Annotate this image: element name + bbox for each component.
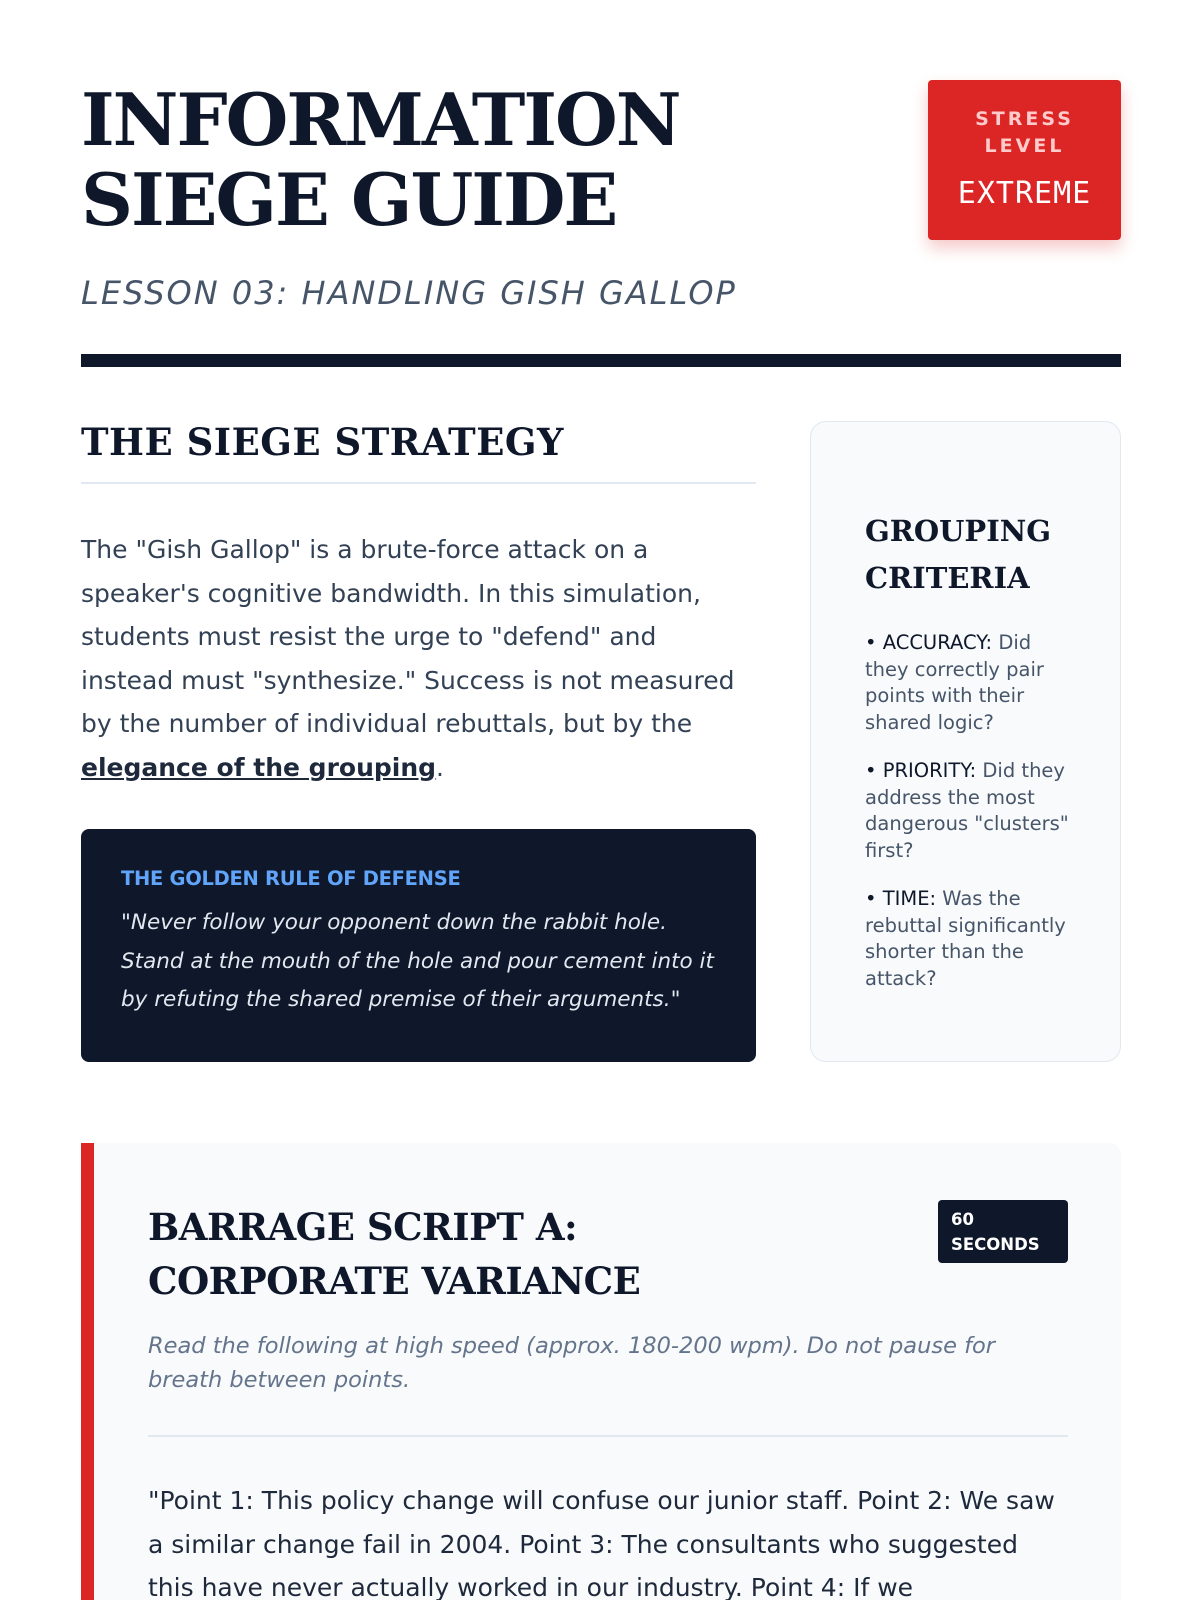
section-heading: THE SIEGE STRATEGY <box>81 420 756 484</box>
strategy-paragraph <box>81 528 756 789</box>
criteria-key: PRIORITY: <box>882 759 977 782</box>
criteria-key: TIME: <box>882 887 937 910</box>
criteria-item: • TIME: Was the rebuttal significantly shorter than the attack? <box>865 887 1066 990</box>
time-limit-badge: 60 SECONDS <box>938 1200 1068 1263</box>
barrage-script-section <box>81 1143 1121 1600</box>
criteria-text: Was the rebuttal significantly shorter than the attack? <box>865 887 1066 990</box>
barrage-header <box>148 1200 1068 1308</box>
lesson-subtitle: LESSON 03: HANDLING GISH GALLOP <box>81 274 737 312</box>
page-header <box>81 77 1121 312</box>
criteria-item: • PRIORITY: Did they address the most dangerous "clusters" first? <box>865 759 1069 862</box>
strategy-emphasis: elegance of the grouping <box>81 752 437 782</box>
barrage-instructions: Read the following at high speed (approx. 180-200 wpm). Do not pause for breath between points. <box>148 1330 1068 1437</box>
criteria-text: Did they correctly pair points with their shared logic? <box>865 631 1044 734</box>
barrage-title: BARRAGE SCRIPT A: CORPORATE VARIANCE <box>148 1205 641 1303</box>
golden-rule-callout <box>81 829 756 1062</box>
strategy-text: The "Gish Gallop" is a brute-force attack on a speaker's cognitive bandwidth. In this simulation, students must resist the urge to "defend" and instead must "synthesize." Success is not measured by the number of individual rebuttals, but by the <box>81 535 735 738</box>
stress-level-label: STRESS LEVEL <box>975 108 1074 157</box>
stress-level-badge <box>928 80 1121 240</box>
criteria-item: • ACCURACY: Did they correctly pair points with their shared logic? <box>865 631 1044 734</box>
golden-rule-quote: "Never follow your opponent down the rabbit hole. Stand at the mouth of the hole and pour cement into it by refuting the shared premise of their arguments." <box>121 910 714 1012</box>
grouping-criteria-card <box>810 421 1121 1062</box>
stress-level-value: EXTREME <box>957 176 1092 211</box>
criteria-key: ACCURACY: <box>882 631 993 654</box>
criteria-text: Did they address the most dangerous "clusters" first? <box>865 759 1069 862</box>
golden-rule-label: THE GOLDEN RULE OF DEFENSE <box>121 867 461 890</box>
page-title: INFORMATION SIEGE GUIDE <box>81 77 680 242</box>
criteria-title: GROUPING CRITERIA <box>865 514 1052 595</box>
barrage-script-text: "Point 1: This policy change will confuse our junior staff. Point 2: We saw a similar change fail in 2004. Point 3: The consultants who suggested this have never actually worked in our industry. Point 4: If we <box>148 1486 1055 1600</box>
criteria-list <box>865 630 1080 992</box>
strategy-text-end: . <box>436 752 444 782</box>
siege-strategy-section <box>81 420 756 789</box>
header-divider <box>81 354 1121 367</box>
